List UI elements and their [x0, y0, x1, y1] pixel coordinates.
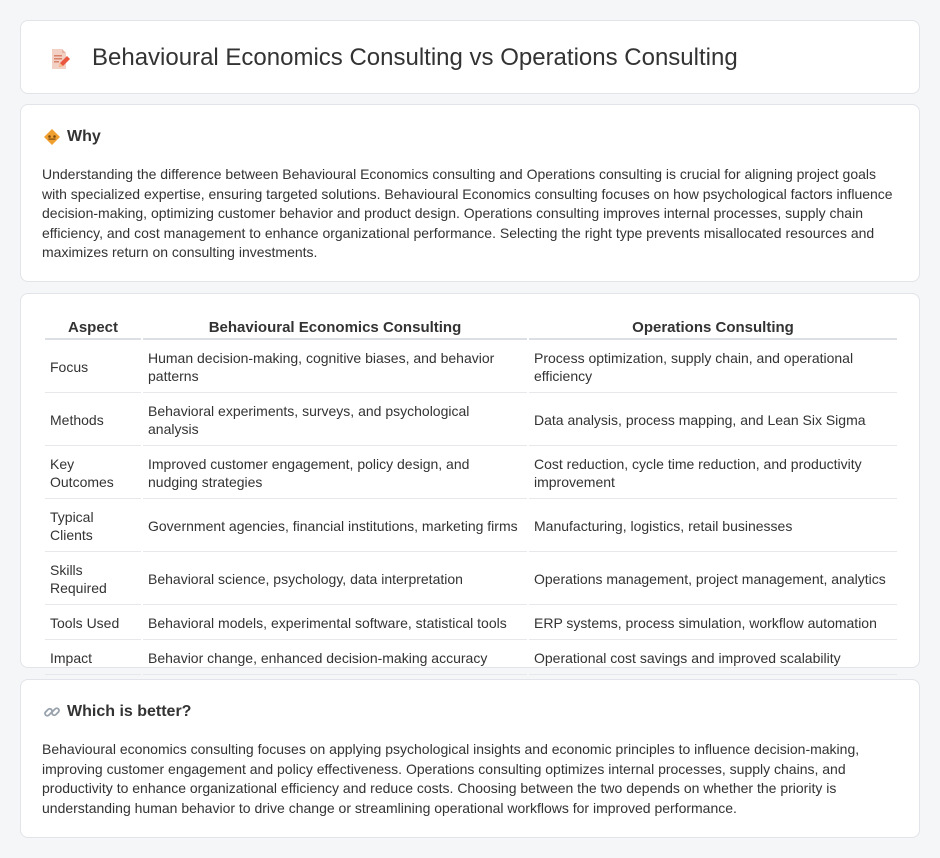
table-cell: Impact — [45, 642, 141, 675]
table-cell: Process optimization, supply chain, and operational efficiency — [529, 342, 897, 393]
table-cell: Behavioral experiments, surveys, and psychological analysis — [143, 395, 527, 446]
column-header: Aspect — [45, 316, 141, 340]
table-row — [45, 607, 897, 640]
table-cell: Behavioral models, experimental software, statistical tools — [143, 607, 527, 640]
why-section — [20, 104, 920, 282]
comparison-table — [43, 314, 899, 677]
link-icon — [43, 703, 61, 721]
table-cell: Improved customer engagement, policy design, and nudging strategies — [143, 448, 527, 499]
table-cell: ERP systems, process simulation, workflow automation — [529, 607, 897, 640]
table-cell: Data analysis, process mapping, and Lean Six Sigma — [529, 395, 897, 446]
table-row — [45, 448, 897, 499]
table-row — [45, 395, 897, 446]
table-row — [45, 501, 897, 552]
table-cell: Typical Clients — [45, 501, 141, 552]
comparison-section — [20, 293, 920, 668]
table-cell: Government agencies, financial institutions, marketing firms — [143, 501, 527, 552]
table-row — [45, 642, 897, 675]
which-better-section — [20, 679, 920, 838]
table-cell: Key Outcomes — [45, 448, 141, 499]
table-cell: Behavior change, enhanced decision-making accuracy — [143, 642, 527, 675]
table-cell: Manufacturing, logistics, retail businesses — [529, 501, 897, 552]
table-cell: Methods — [45, 395, 141, 446]
table-cell: Cost reduction, cycle time reduction, and productivity improvement — [529, 448, 897, 499]
table-cell: Behavioral science, psychology, data interpretation — [143, 554, 527, 605]
header-card — [20, 20, 920, 94]
table-cell: Focus — [45, 342, 141, 393]
better-paragraph: Behavioural economics consulting focuses on applying psychological insights and economic principles to influence decision-making, improving customer engagement and policy effectiveness. Operations consulting optimizes internal processes, supply chains, and productivity to enhance organizational efficiency and reduce costs. Choosing between the two depends on whether the priority is understanding human behavior to drive change or streamlining operational workflows for improved performance. — [42, 741, 860, 816]
why-heading — [43, 125, 101, 149]
table-row — [45, 554, 897, 605]
column-header: Behavioural Economics Consulting — [143, 316, 527, 340]
diamond-sign-icon — [43, 128, 61, 146]
table-cell: Human decision-making, cognitive biases, and behavior patterns — [143, 342, 527, 393]
why-paragraph: Understanding the difference between Behavioural Economics consulting and Operations consulting is crucial for aligning project goals with specialized expertise, ensuring targeted solutions. Behavioural Economics consulting focuses on how psychological factors influence decision-making, optimizing customer behavior and product design. Operations consulting improves internal processes, supply chain efficiency, and cost management to enhance organizational performance. Selecting the right type prevents misallocated resources and maximizes return on consulting investments. — [42, 166, 893, 260]
table-cell: Operational cost savings and improved scalability — [529, 642, 897, 675]
table-row — [45, 342, 897, 393]
document-pencil-icon — [47, 47, 71, 71]
page-title: Behavioural Economics Consulting vs Operations Consulting — [92, 44, 738, 71]
why-title: Why — [67, 128, 101, 145]
column-header: Operations Consulting — [529, 316, 897, 340]
table-cell: Skills Required — [45, 554, 141, 605]
table-cell: Tools Used — [45, 607, 141, 640]
table-body — [45, 342, 897, 675]
table-cell: Operations management, project management, analytics — [529, 554, 897, 605]
better-heading — [43, 700, 191, 724]
table-header-row — [45, 316, 897, 340]
better-title: Which is better? — [67, 703, 192, 720]
